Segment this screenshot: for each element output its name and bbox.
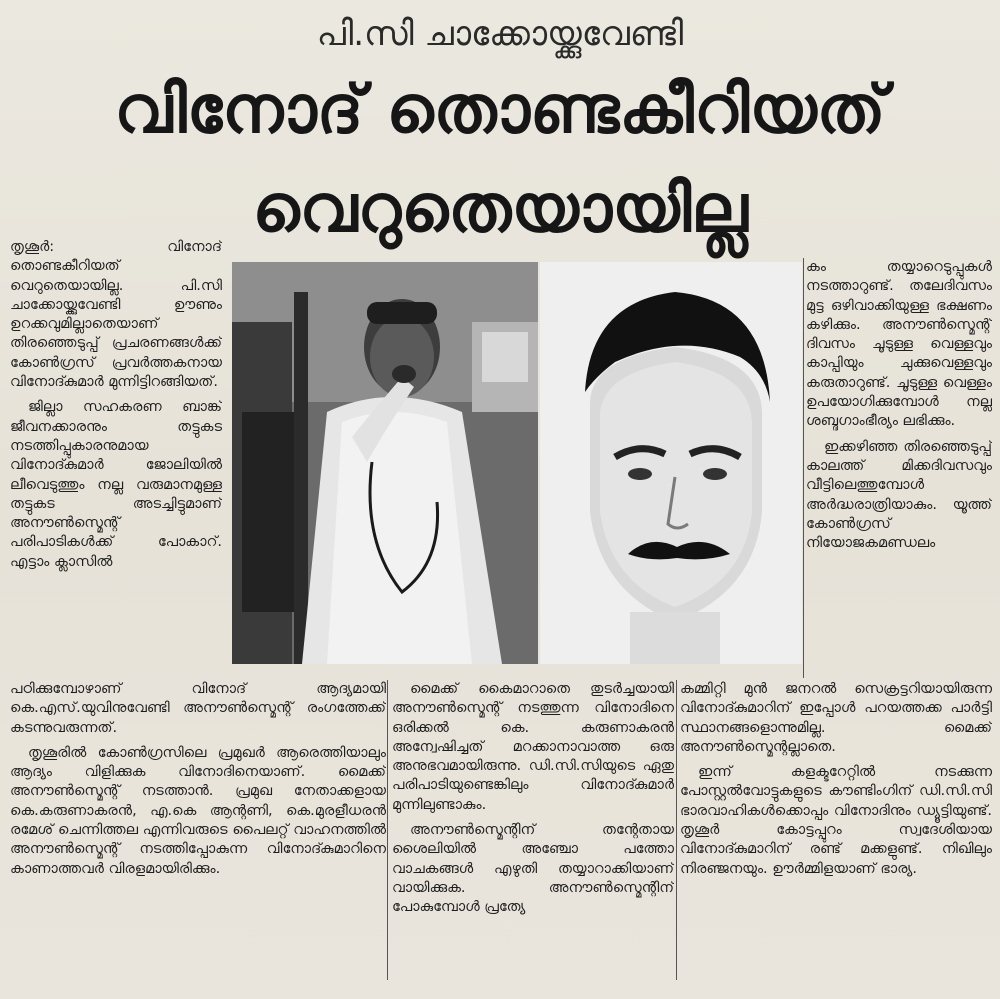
article-paragraph: കം തയ്യാറെടുപ്പുകൾ നടത്താറുണ്ട്. തലേദിവസം മുട്ട ഒഴിവാക്കിയുള്ള ഭക്ഷണം കഴിക്കും. അനൗൺസ്മെന്റ് ദിവസം ചൂടുള്ള വെള്ളവും കാപ്പിയും ചുക്കുവെള്ളവും കരുതാറുണ്ട്. ചൂടുള്ള വെള്ളം ഉപയോഗിക്കുമ്പോൾ നല്ല ശബ്ദഗാംഭീര്യം ലഭിക്കും. <box>806 259 992 430</box>
article-paragraph: കമ്മിറ്റി മുൻ ജനറൽ സെക്രട്ടറിയായിരുന്ന വിനോദ്കുമാറിന് ഇപ്പോൾ പറയത്തക്ക പാർട്ടി സ്ഥാനങ്ങളൊന്നുമില്ല. മൈക്ക് അനൗൺസ്മെന്റല്ലാതെ. <box>680 681 992 755</box>
headline-line-2: വെറുതെയായില്ല <box>252 170 748 247</box>
article-paragraph: ഇക്കഴിഞ്ഞ തിരഞ്ഞെടുപ്പ് കാലത്ത് മിക്കദിവസവും വീട്ടിലെത്തുമ്പോൾ അർദ്ധരാത്രിയാകും. യൂത്ത് കോൺഗ്രസ് നിയോജകമണ്ഡലം <box>806 438 992 552</box>
article-column-3-bottom <box>680 680 992 980</box>
photo-portrait <box>540 262 802 664</box>
article-paragraph: തൃശൂരിൽ കോൺഗ്രസിലെ പ്രമുഖർ ആരെത്തിയാലും ആദ്യം വിളിക്കുക വിനോദിനെയാണ്. മൈക്ക് അനൗൺസ്മെന്റ് നടത്താൻ. പ്രമുഖ നേതാക്കളായ കെ.കരുണാകരൻ, എ.കെ ആന്റണി, കെ.മുരളീധരൻ രമേശ് ചെന്നിത്തല എന്നിവരുടെ പൈലറ്റ് വാഹനത്തിൽ അനൗൺസ്മെന്റ് നടത്തിപ്പോകുന്ന വിനോദ്കുമാറിനെ കാണാത്തവർ വിരളമായിരിക്കും. <box>10 744 386 877</box>
article-paragraph: ജില്ലാ സഹകരണ ബാങ്ക് ജീവനക്കാരനും തട്ടുകട നടത്തിപ്പുകാരനുമായ വിനോദ്കുമാർ ജോലിയിൽ ലീവെടുത്തും നല്ല വരുമാനമുള്ള തട്ടുകട അടച്ചിട്ടുമാണ് അനൗൺസ്മെന്റ് പരിപാടികൾക്ക് പോകാറ്. എട്ടാം ക്ലാസിൽ <box>10 399 222 570</box>
headline-line-1: വിനോദ് തൊണ്ടകീറിയത് <box>114 71 886 148</box>
photo-speaker <box>232 262 538 664</box>
article-paragraph: അനൗൺസ്മെന്റിന് തന്റേതായ ശൈലിയിൽ അഞ്ചോ പത്തോ വാചകങ്ങൾ എഴുതി തയ്യാറാക്കിയാണ് വായിക്കുക. അനൗൺസ്മെന്റിന് പോകുമ്പോൾ പ്രത്യേ <box>392 822 674 916</box>
article-paragraph: ഇന്ന് കളക്ടറേറ്റിൽ നടക്കുന്ന പോസ്റ്റൽവോട്ടുകളുടെ കൗണ്ടിംഗിന് ഡി.സി.സി ഭാരവാഹികൾക്കൊപ്പം വിനോദിനും ഡ്യൂട്ടിയുണ്ട്. തൃശൂർ കോട്ടപ്പുറം സ്വദേശിയായ വിനോദ്കുമാറിന് രണ്ട് മക്കളുണ്ട്. നിഖിലും നിരഞ്ജനയും. ഊർമ്മിളയാണ് ഭാര്യ. <box>680 764 992 877</box>
portrait-illustration <box>540 262 802 664</box>
article-paragraph: പഠിക്കുമ്പോഴാണ് വിനോദ് ആദ്യമായി കെ.എസ്.യുവിനുവേണ്ടി അനൗൺസ്മെന്റ് രംഗത്തേക്ക് കടന്നുവരുന്നത്. <box>10 681 386 736</box>
column-rule <box>387 680 388 980</box>
article-paragraph: തൃശൂർ: വിനോദ് തൊണ്ടകീറിയത് വെറുതെയായില്ല. പി.സി ചാക്കോയ്ക്കുവേണ്ടി ഊണും ഉറക്കവുമില്ലാതെയാണ് തിരഞ്ഞെടുപ്പ് പ്രചരണങ്ങൾക്ക് കോൺഗ്രസ് പ്രവർത്തകനായ വിനോദ്കുമാർ മുന്നിട്ടിറങ്ങിയത്. <box>10 239 222 391</box>
speaker-illustration <box>232 262 538 664</box>
article-column-1 <box>10 238 222 664</box>
article-column-1-bottom <box>10 680 386 980</box>
column-rule <box>676 680 677 980</box>
article-column-3 <box>806 258 992 678</box>
kicker-line: പി.സി ചാക്കോയ്ക്കുവേണ്ടി <box>316 14 684 54</box>
article-column-2 <box>392 680 674 980</box>
column-rule <box>803 258 804 678</box>
article-paragraph: മൈക്ക് കൈമാറാതെ തുടർച്ചയായി അനൗൺസ്മെന്റ് നടത്തുന്ന വിനോദിനെ ഒരിക്കൽ കെ. കരുണാകരൻ അന്വേഷിച്ചത് മറക്കാനാവാത്ത ഒരു അനുഭവമായിരുന്നു. ഡി.സി.സിയുടെ ഏതു പരിപാടിയുണ്ടെങ്കിലും വിനോദ്കുമാർ മുന്നിലുണ്ടാകും. <box>392 681 674 813</box>
